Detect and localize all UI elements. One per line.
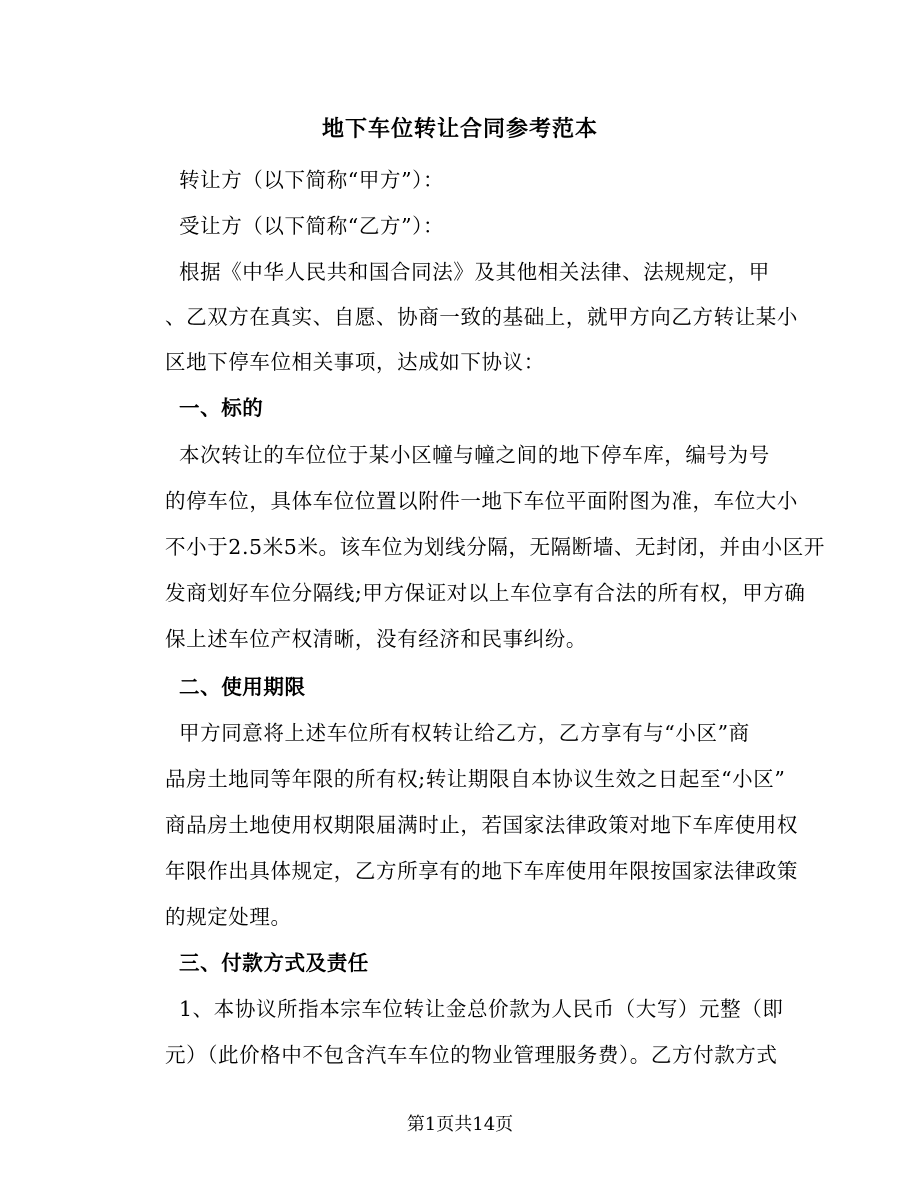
paragraph-line: 保上述车位产权清晰，没有经济和民事纠纷。: [165, 627, 587, 651]
paragraph-line: 不小于2.5米5米。该车位为划线分隔，无隔断墙、无封闭，并由小区开: [165, 535, 825, 559]
paragraph-line: 品房土地同等年限的所有权;转让期限自本协议生效之日起至“小区”: [165, 767, 786, 791]
paragraph-line: 年限作出具体规定，乙方所享有的地下车库使用年限按国家法律政策: [165, 859, 798, 883]
paragraph-line: 商品房土地使用权期限届满时止，若国家法律政策对地下车库使用权: [165, 813, 798, 837]
paragraph-line: 甲方同意将上述车位所有权转让给乙方，乙方享有与“小区”商: [179, 721, 750, 745]
paragraph-line: 的停车位，具体车位位置以附件一地下车位平面附图为准，车位大小: [165, 489, 798, 513]
page-footer: 第1页共14页: [406, 1114, 514, 1135]
section-heading: 二、使用期限: [179, 675, 306, 699]
paragraph-line: 受让方（以下简称“乙方”）：: [179, 214, 445, 238]
paragraph-line: 的规定处理。: [165, 905, 292, 929]
paragraph-line: 区地下停车位相关事项，达成如下协议：: [165, 350, 545, 374]
document-title: 地下车位转让合同参考范本: [321, 116, 598, 142]
paragraph-line: 本次转让的车位位于某小区幢与幢之间的地下停车库，编号为号: [179, 443, 770, 467]
section-heading: 三、付款方式及责任: [179, 951, 369, 975]
paragraph-line: 元）（此价格中不包含汽车车位的物业管理服务费）。乙方付款方式: [165, 1043, 778, 1067]
section-heading: 一、标的: [179, 396, 264, 420]
paragraph-line: 发商划好车位分隔线;甲方保证对以上车位享有合法的所有权，甲方确: [165, 581, 806, 605]
paragraph-line: 转让方（以下简称“甲方”）：: [179, 168, 445, 192]
paragraph-line: 1、本协议所指本宗车位转让金总价款为人民币（大写）元整（即: [179, 997, 784, 1021]
paragraph-line: 根据《中华人民共和国合同法》及其他相关法律、法规规定，甲: [179, 260, 770, 284]
paragraph-line: 、乙双方在真实、自愿、协商一致的基础上，就甲方向乙方转让某小: [165, 305, 798, 329]
